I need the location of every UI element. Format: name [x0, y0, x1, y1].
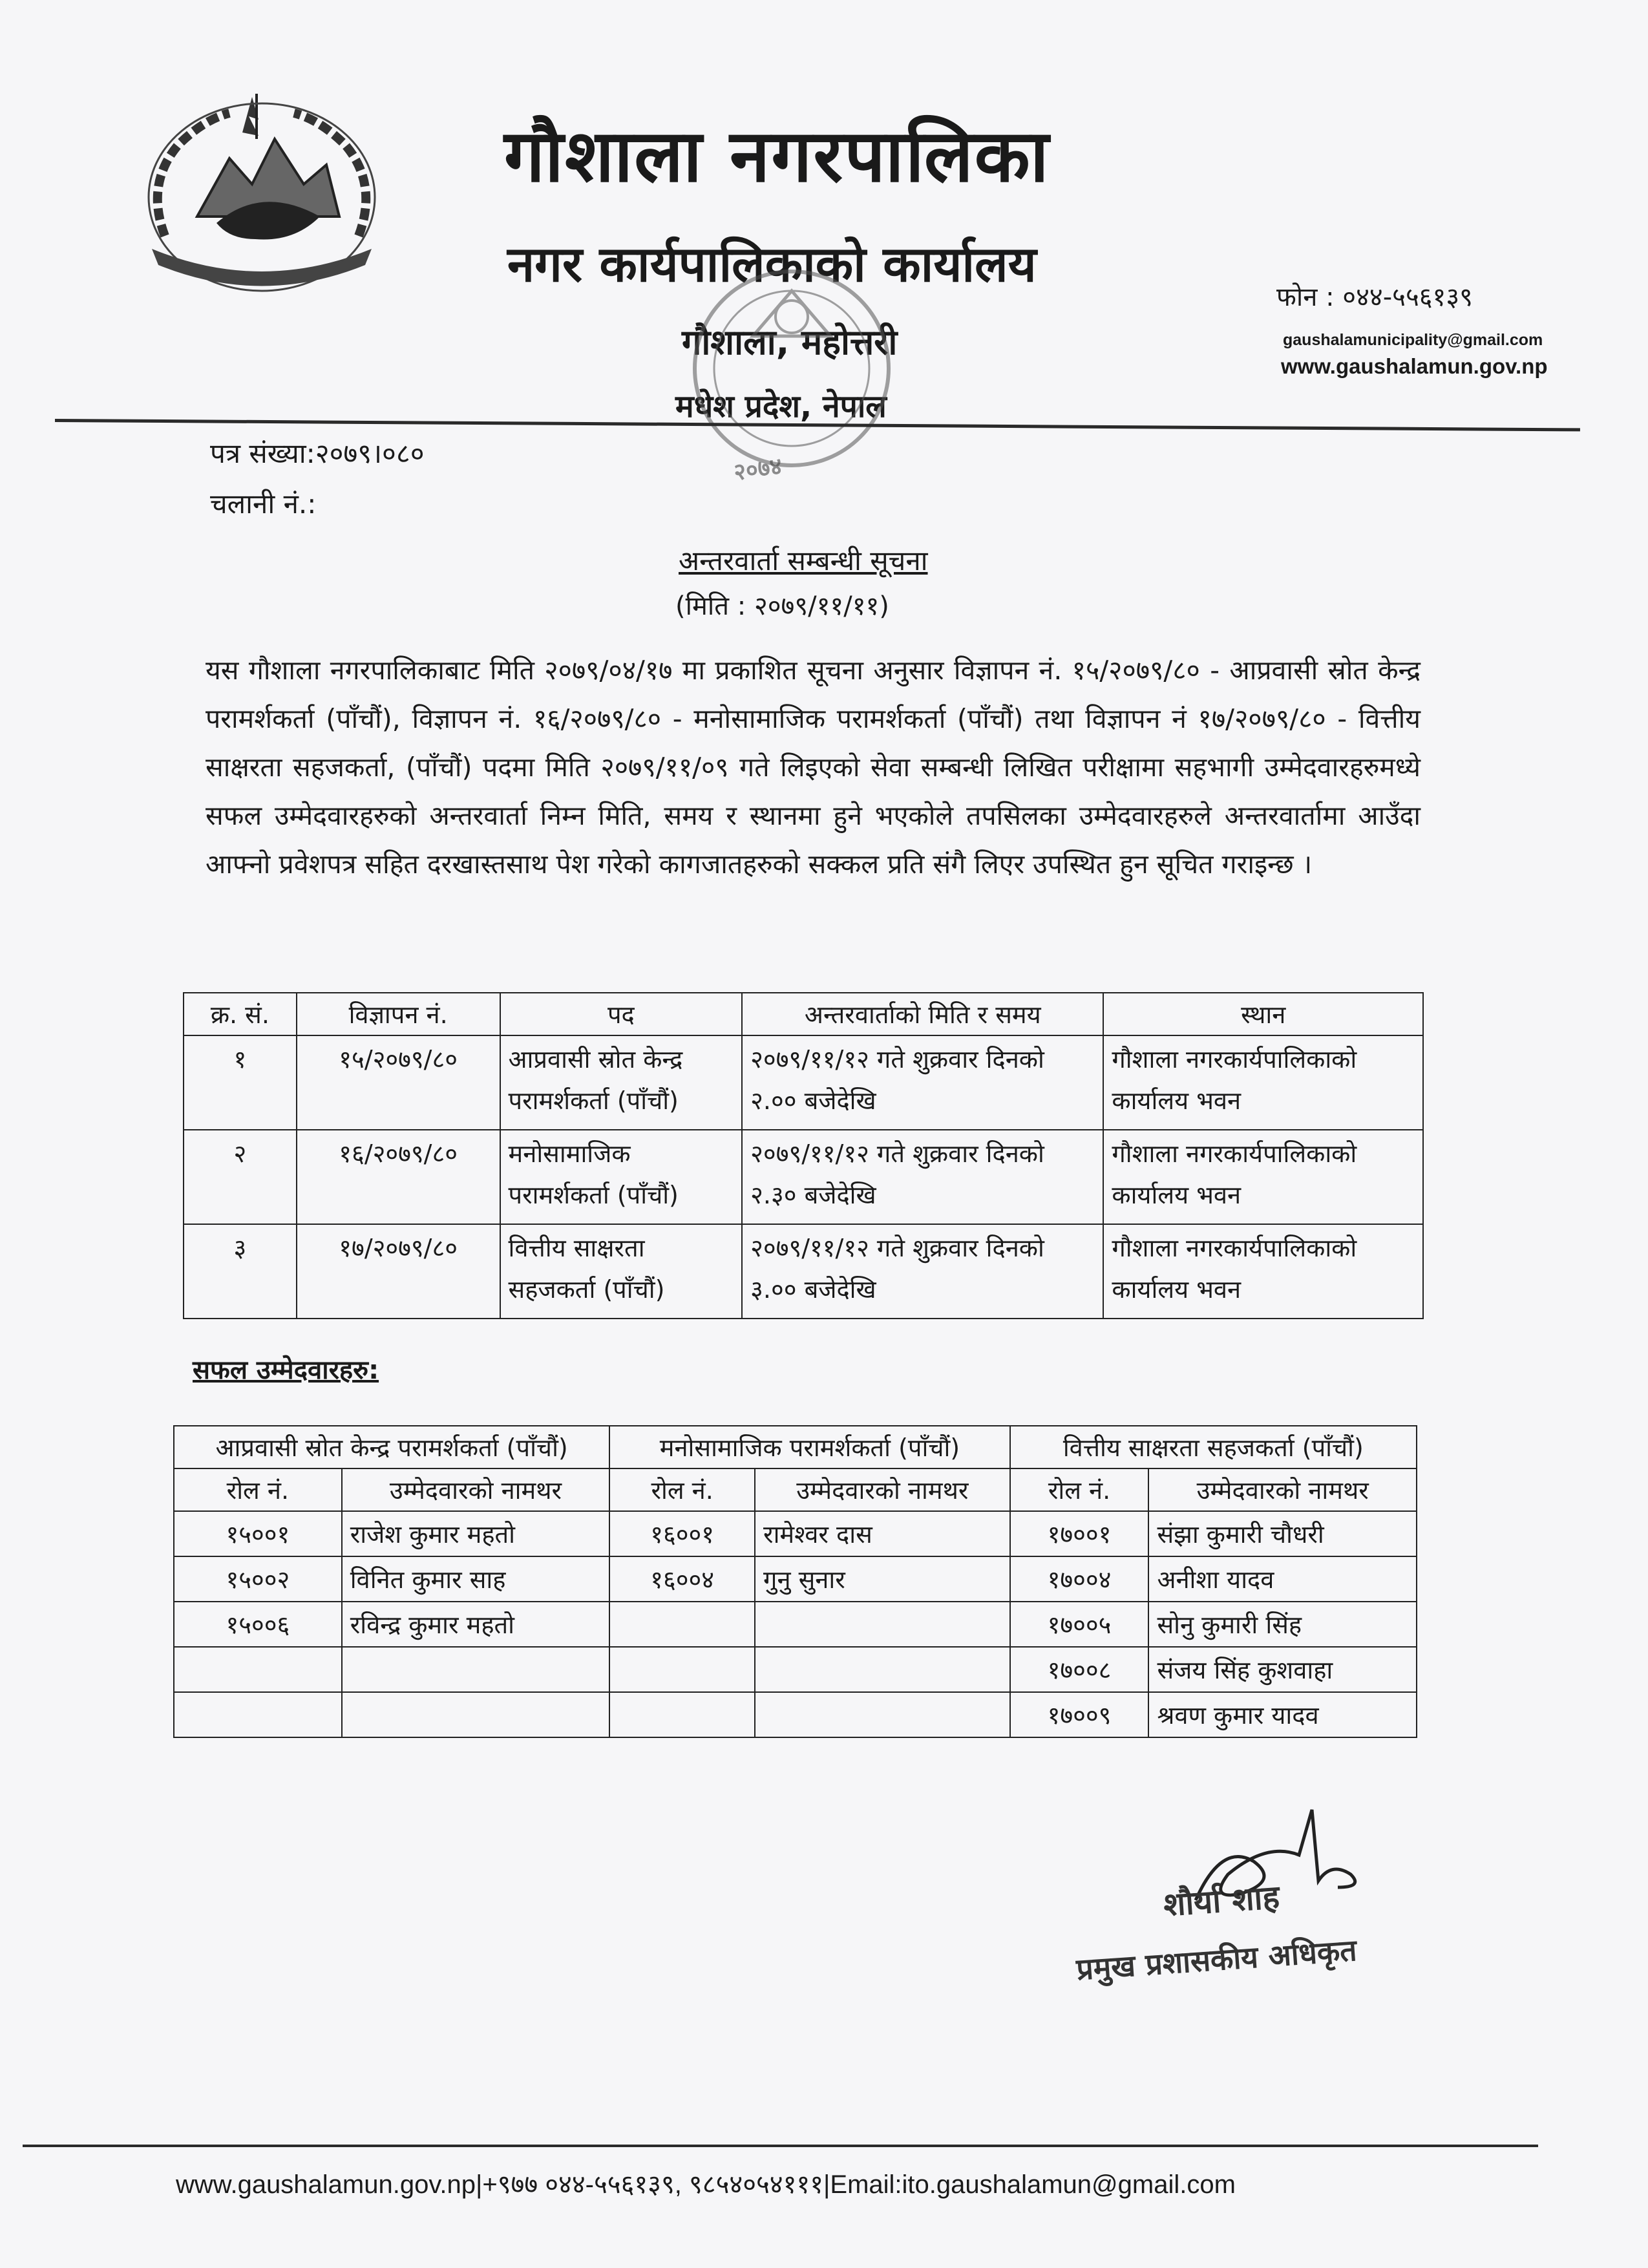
group-header-row: [174, 1426, 1417, 1468]
office-subtitle: नगर कार्यपालिकाको कार्यालय: [507, 235, 1037, 293]
candidate-name: [342, 1692, 610, 1737]
candidate-name: विनित कुमार साह: [342, 1556, 610, 1602]
column-header: पद: [500, 993, 743, 1035]
table-row: [174, 1647, 1417, 1692]
candidate-name: [755, 1692, 1010, 1737]
roll-number: १५००६: [174, 1602, 342, 1647]
roll-number: १६००४: [609, 1556, 755, 1602]
candidate-name: अनीशा यादव: [1148, 1556, 1417, 1602]
table-row: [184, 1224, 1423, 1319]
signer-name: शौर्या शाह: [1162, 1878, 1281, 1924]
post-name: वित्तीय साक्षरता सहजकर्ता (पाँचौं): [500, 1224, 743, 1319]
interview-venue: गौशाला नगरकार्यपालिकाको कार्यालय भवन: [1103, 1224, 1423, 1319]
table-row: [184, 1035, 1423, 1130]
roll-number: १७००९: [1010, 1692, 1149, 1737]
letter-number: पत्र संख्या:२०७९।०८०: [210, 438, 425, 469]
contact-phone: फोन : ०४४-५५६१३९: [1276, 282, 1473, 312]
candidate-name-header: उम्मेदवारको नामथर: [1148, 1468, 1417, 1511]
stamp-year: २०७४: [732, 452, 784, 486]
column-header: विज्ञापन नं.: [297, 993, 500, 1035]
roll-number: १७००५: [1010, 1602, 1149, 1647]
column-header: स्थान: [1103, 993, 1423, 1035]
column-header: अन्तरवार्ताको मिति र समय: [742, 993, 1103, 1035]
interview-datetime: २०७९/११/१२ गते शुक्रवार दिनको २.०० बजेदेखि: [742, 1035, 1103, 1130]
roll-number: १७००१: [1010, 1511, 1149, 1556]
roll-number: [609, 1692, 755, 1737]
signer-title: प्रमुख प्रशासकीय अधिकृत: [1075, 1932, 1358, 1987]
table-row: [174, 1692, 1417, 1737]
advertisement-number: १६/२०७९/८०: [297, 1130, 500, 1224]
roll-number: १६००१: [609, 1511, 755, 1556]
serial-number: १: [184, 1035, 297, 1130]
notice-title: अन्तरवार्ता सम्बन्धी सूचना: [679, 545, 928, 577]
roll-number-header: रोल नं.: [609, 1468, 755, 1511]
interview-datetime: २०७९/११/१२ गते शुक्रवार दिनको २.३० बजेदेखि: [742, 1130, 1103, 1224]
interview-venue: गौशाला नगरकार्यपालिकाको कार्यालय भवन: [1103, 1130, 1423, 1224]
interview-schedule-table: [183, 992, 1424, 1319]
group-header: मनोसामाजिक परामर्शकर्ता (पाँचौं): [609, 1426, 1009, 1468]
roll-number: १७००८: [1010, 1647, 1149, 1692]
office-stamp-icon: [682, 265, 902, 498]
footer-divider: [23, 2145, 1538, 2147]
table-header-row: [184, 993, 1423, 1035]
roll-number: १५००१: [174, 1511, 342, 1556]
table-row: [174, 1556, 1417, 1602]
table-header-row: [174, 1468, 1417, 1511]
candidate-name: राजेश कुमार महतो: [342, 1511, 610, 1556]
office-location: गौशाला, महोत्तरी: [682, 322, 898, 363]
candidate-name: सोनु कुमारी सिंह: [1148, 1602, 1417, 1647]
group-header: आप्रवासी स्रोत केन्द्र परामर्शकर्ता (पाँचौं): [174, 1426, 609, 1468]
roll-number: [609, 1647, 755, 1692]
notice-body: यस गौशाला नगरपालिकाबाट मिति २०७९/०४/१७ मा प्रकाशित सूचना अनुसार विज्ञापन नं. १५/२०७९/८० - आप्रवासी स्रोत केन्द्र परामर्शकर्ता (पाँचौं), विज्ञापन नं. १६/२०७९/८० - मनोसामाजिक परामर्शकर्ता (पाँचौं) तथा विज्ञापन नं १७/२०७९/८० - वित्तीय साक्षरता सहजकर्ता, (पाँचौं) पदमा मिति २०७९/११/०९ गते लिइएको सेवा सम्बन्धी लिखित परीक्षामा सहभागी उम्मेदवारहरुमध्ये सफल उम्मेदवारहरुको अन्तरवार्ता निम्न मिति, समय र स्थानमा हुने भएकोले तपसिलका उम्मेदवारहरुले अन्तरवार्तामा आउँदा आफ्नो प्रवेशपत्र सहित दरखास्तसाथ पेश गरेको कागजातहरुको सक्कल प्रति संगै लिएर उपस्थित हुन सूचित गराइन्छ ।: [206, 655, 1421, 880]
notice-date: (मिति : २०७९/११/११): [675, 591, 889, 621]
candidate-name: [755, 1602, 1010, 1647]
candidate-name: [755, 1647, 1010, 1692]
candidate-name-header: उम्मेदवारको नामथर: [755, 1468, 1010, 1511]
interview-datetime: २०७९/११/१२ गते शुक्रवार दिनको ३.०० बजेदेखि: [742, 1224, 1103, 1319]
footer-contact: www.gaushalamun.gov.np|+९७७ ०४४-५५६१३९, ९८५४०५४१११|Email:ito.gaushalamun@gmail.com: [176, 2170, 1236, 2199]
roll-number-header: रोल नं.: [174, 1468, 342, 1511]
column-header: क्र. सं.: [184, 993, 297, 1035]
contact-email: gaushalamunicipality@gmail.com: [1283, 331, 1543, 349]
candidate-name: गुनु सुनार: [755, 1556, 1010, 1602]
dispatch-number: चलानी नं.:: [210, 488, 317, 520]
table-row: [174, 1602, 1417, 1647]
candidate-name: [342, 1647, 610, 1692]
candidate-name: श्रवण कुमार यादव: [1148, 1692, 1417, 1737]
office-province: मधेश प्रदेश, नेपाल: [675, 388, 887, 425]
candidate-name: रामेश्वर दास: [755, 1511, 1010, 1556]
interview-venue: गौशाला नगरकार्यपालिकाको कार्यालय भवन: [1103, 1035, 1423, 1130]
post-name: आप्रवासी स्रोत केन्द्र परामर्शकर्ता (पाँचौं): [500, 1035, 743, 1130]
table-row: [174, 1511, 1417, 1556]
candidate-name-header: उम्मेदवारको नामथर: [342, 1468, 610, 1511]
serial-number: ३: [184, 1224, 297, 1319]
roll-number-header: रोल नं.: [1010, 1468, 1149, 1511]
group-header: वित्तीय साक्षरता सहजकर्ता (पाँचौं): [1010, 1426, 1417, 1468]
roll-number: [174, 1692, 342, 1737]
table-row: [184, 1130, 1423, 1224]
post-name: मनोसामाजिक परामर्शकर्ता (पाँचौं): [500, 1130, 743, 1224]
successful-candidates-heading: सफल उम्मेदवारहरु:: [193, 1355, 379, 1385]
successful-candidates-table: [173, 1425, 1417, 1738]
advertisement-number: १५/२०७९/८०: [297, 1035, 500, 1130]
candidate-name: संजय सिंह कुशवाहा: [1148, 1647, 1417, 1692]
nepal-emblem-icon: [126, 87, 397, 307]
roll-number: १७००४: [1010, 1556, 1149, 1602]
candidate-name: रविन्द्र कुमार महतो: [342, 1602, 610, 1647]
roll-number: [174, 1647, 342, 1692]
office-name: गौशाला नगरपालिका: [504, 114, 1050, 198]
candidate-name: संझा कुमारी चौधरी: [1148, 1511, 1417, 1556]
contact-website: www.gaushalamun.gov.np: [1281, 354, 1548, 378]
advertisement-number: १७/२०७९/८०: [297, 1224, 500, 1319]
serial-number: २: [184, 1130, 297, 1224]
roll-number: १५००२: [174, 1556, 342, 1602]
roll-number: [609, 1602, 755, 1647]
